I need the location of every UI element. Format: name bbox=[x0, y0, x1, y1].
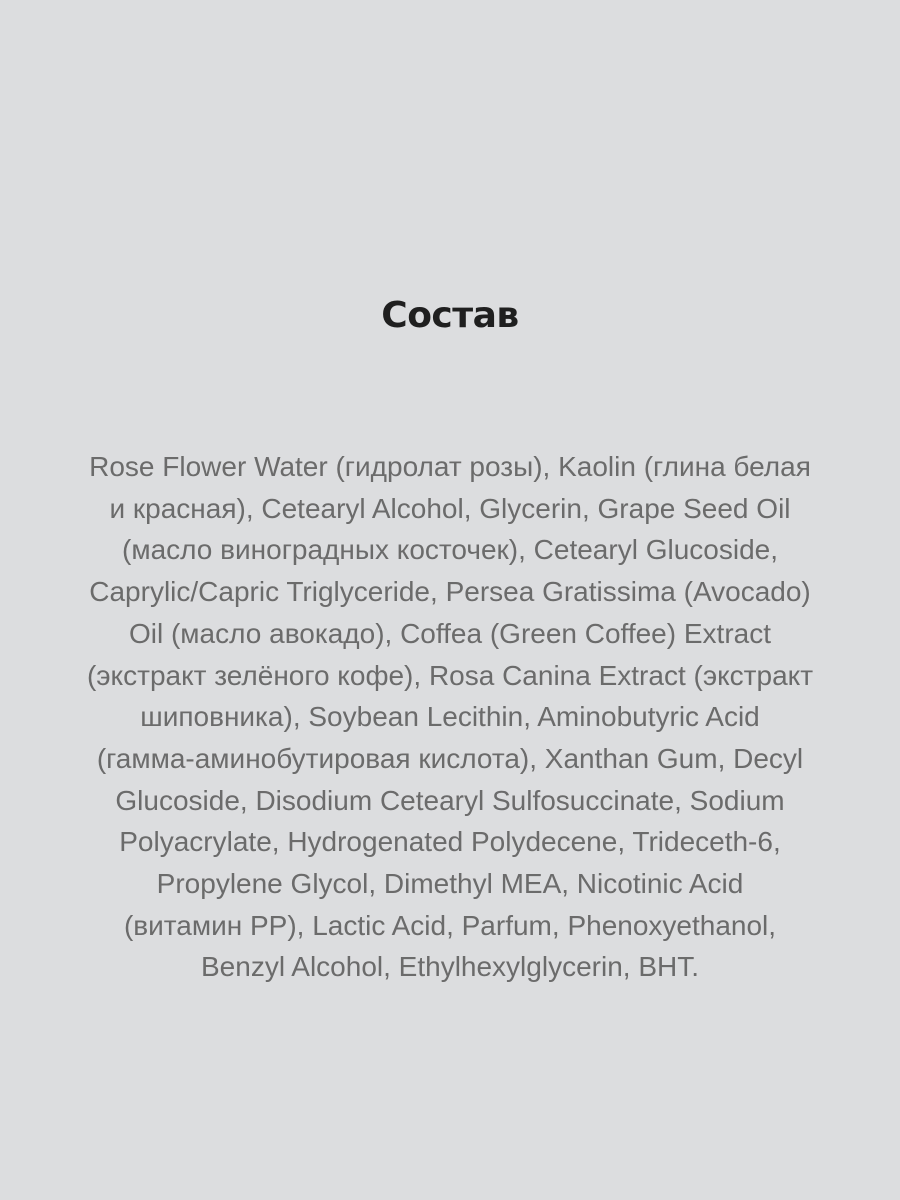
ingredients-line: Glucoside, Disodium Cetearyl Sulfosuccinate, Sodium bbox=[115, 784, 785, 816]
ingredients-line: Polyacrylate, Hydrogenated Polydecene, Trideceth-6, bbox=[119, 826, 781, 858]
ingredients-line: Propylene Glycol, Dimethyl MEA, Nicotinic Acid bbox=[156, 868, 744, 900]
ingredients-line: (экстракт зелёного кофе), Rosa Canina Extract (экстракт bbox=[86, 659, 814, 691]
page-title: Состав bbox=[381, 295, 519, 336]
ingredients-list bbox=[40, 446, 860, 988]
ingredients-line: Oil (масло авокадо), Coffea (Green Coffee) Extract bbox=[128, 617, 771, 649]
ingredients-line: и красная), Cetearyl Alcohol, Glycerin, Grape Seed Oil bbox=[109, 492, 791, 524]
ingredients-line: Benzyl Alcohol, Ethylhexylglycerin, BHT. bbox=[201, 951, 699, 983]
ingredients-line: (гамма-аминобутировая кислота), Xanthan Gum, Decyl bbox=[96, 742, 804, 774]
ingredients-line: (витамин PP), Lactic Acid, Parfum, Phenoxyethanol, bbox=[123, 909, 777, 941]
ingredients-line: шиповника), Soybean Lecithin, Aminobutyric Acid bbox=[140, 701, 760, 733]
ingredients-line: Caprylic/Capric Triglyceride, Persea Gratissima (Avocado) bbox=[89, 576, 811, 608]
ingredients-line: Rose Flower Water (гидролат розы), Kaolin (глина белая bbox=[89, 451, 811, 482]
ingredients-line: (масло виноградных косточек), Cetearyl Glucoside, bbox=[122, 534, 778, 566]
